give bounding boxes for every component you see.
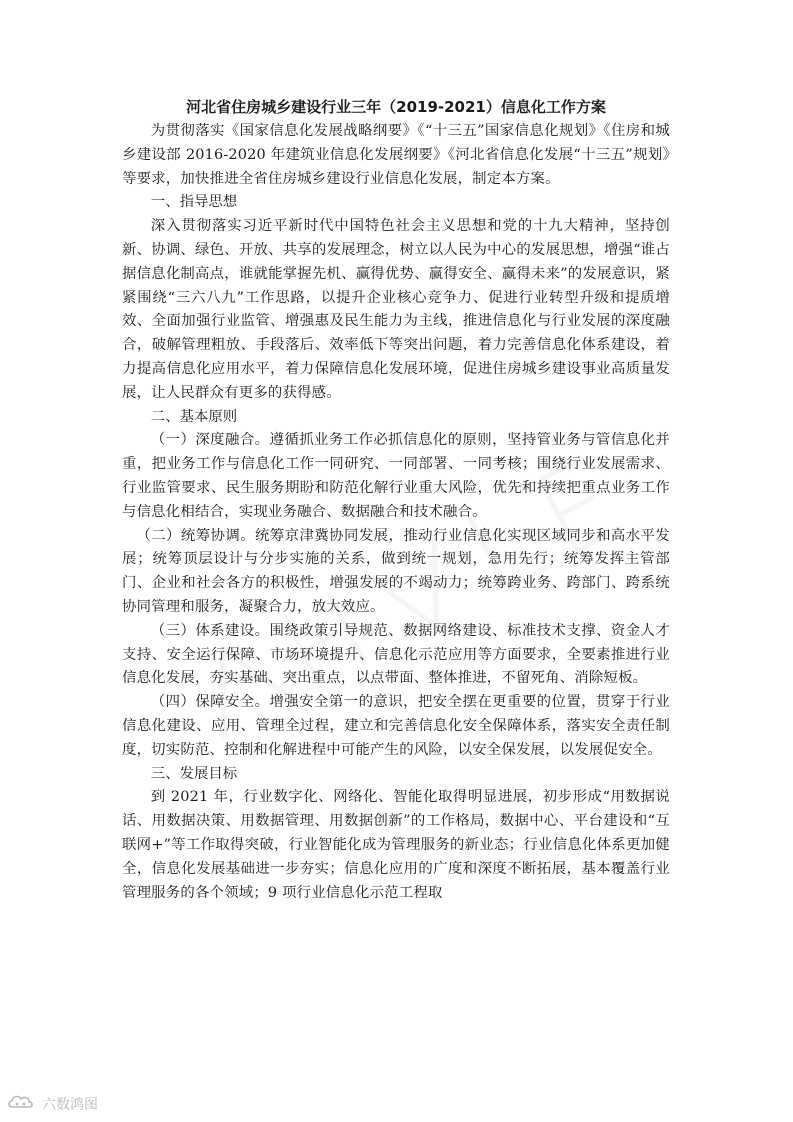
document-title: 河北省住房城乡建设行业三年（2019-2021）信息化工作方案 xyxy=(186,98,606,116)
intro-paragraph: 为贯彻落实《国家信息化发展战略纲要》《“十三五”国家信息化规划》《住房和城乡建设部 2016-2020 年建筑业信息化发展纲要》《河北省信息化发展“十三五”规划》等要求，加快推进全省住房城乡建设行业信息化发展，制定本方案。 xyxy=(122,123,670,187)
section-heading-basic-principles: 二、基本原则 xyxy=(150,408,238,425)
cloud-logo-icon xyxy=(6,1091,36,1117)
section-heading-guiding-ideology: 一、指导思想 xyxy=(150,194,238,211)
guiding-ideology-paragraph: 深入贯彻落实习近平新时代中国特色社会主义思想和党的十九大精神，坚持创新、协调、绿色、开放、共享的发展理念，树立以人民为中心的发展思想，增强“谁占据信息化制高点，谁就能掌握先机、赢得优势、赢得安全、赢得未来”的发展意识，紧紧围绕“三六八九”工作思路，以提升企业核心竞争力、促进行业转型升级和提质增效、全面加强行业监管、增强惠及民生能力为主线，推进信息化与行业发展的深度融合，破解管理粗放、手段落后、效率低下等突出问题，着力完善信息化体系建设，着力提高信息化应用水平，着力保障信息化发展环境，促进住房城乡建设事业高质量发展，让人民群众有更多的获得感。 xyxy=(122,218,670,401)
footer-brand-text: 六数鸿图 xyxy=(42,1097,98,1113)
principle-coordination: （二）统筹协调。统筹京津冀协同发展，推动行业信息化实现区域同步和高水平发展；统筹顶层设计与分步实施的关系，做到统一规划，急用先行；统筹发挥主管部门、企业和社会各方的积极性，增强发展的不竭动力；统筹跨业务、跨部门、跨系统协同管理和服务，凝聚合力，放大效应。 xyxy=(122,527,670,615)
principle-system-building: （三）体系建设。围绕政策引导规范、数据网络建设、标准技术支撑、资金人才支持、安全运行保障、市场环境提升、信息化示范应用等方面要求，全要素推进行业信息化发展，夯实基础、突出重点，以点带面、整体推进，不留死角、消除短板。 xyxy=(122,622,670,687)
document-page xyxy=(122,96,670,905)
principle-security: （四）保障安全。增强安全第一的意识，把安全摆在更重要的位置，贯穿于行业信息化建设、应用、管理全过程，建立和完善信息化安全保障体系，落实安全责任制度，切实防范、控制和化解进程中可能产生的风险，以安全保发展，以发展促安全。 xyxy=(122,694,670,758)
section-heading-development-goals: 三、发展目标 xyxy=(150,765,238,782)
development-goals-paragraph: 到 2021 年，行业数字化、网络化、智能化取得明显进展，初步形成“用数据说话、用数据决策、用数据管理、用数据创新”的工作格局，数据中心、平台建设和“互联网+”等工作取得突破，行业智能化成为管理服务的新业态；行业信息化体系更加健全，信息化发展基础进一步夯实；信息化应用的广度和深度不断拓展，基本覆盖行业管理服务的各个领域；9 项行业信息化示范工程取 xyxy=(122,789,670,901)
footer-brand xyxy=(6,1091,98,1117)
principle-deep-integration: （一）深度融合。遵循抓业务工作必抓信息化的原则，坚持管业务与管信息化并重，把业务工作与信息化工作一同研究、一同部署、一同考核；围绕行业发展需求、行业监管要求、民生服务期盼和防范化解行业重大风险，优先和持续把重点业务工作与信息化相结合，实现业务融合、数据融合和技术融合。 xyxy=(122,432,670,520)
